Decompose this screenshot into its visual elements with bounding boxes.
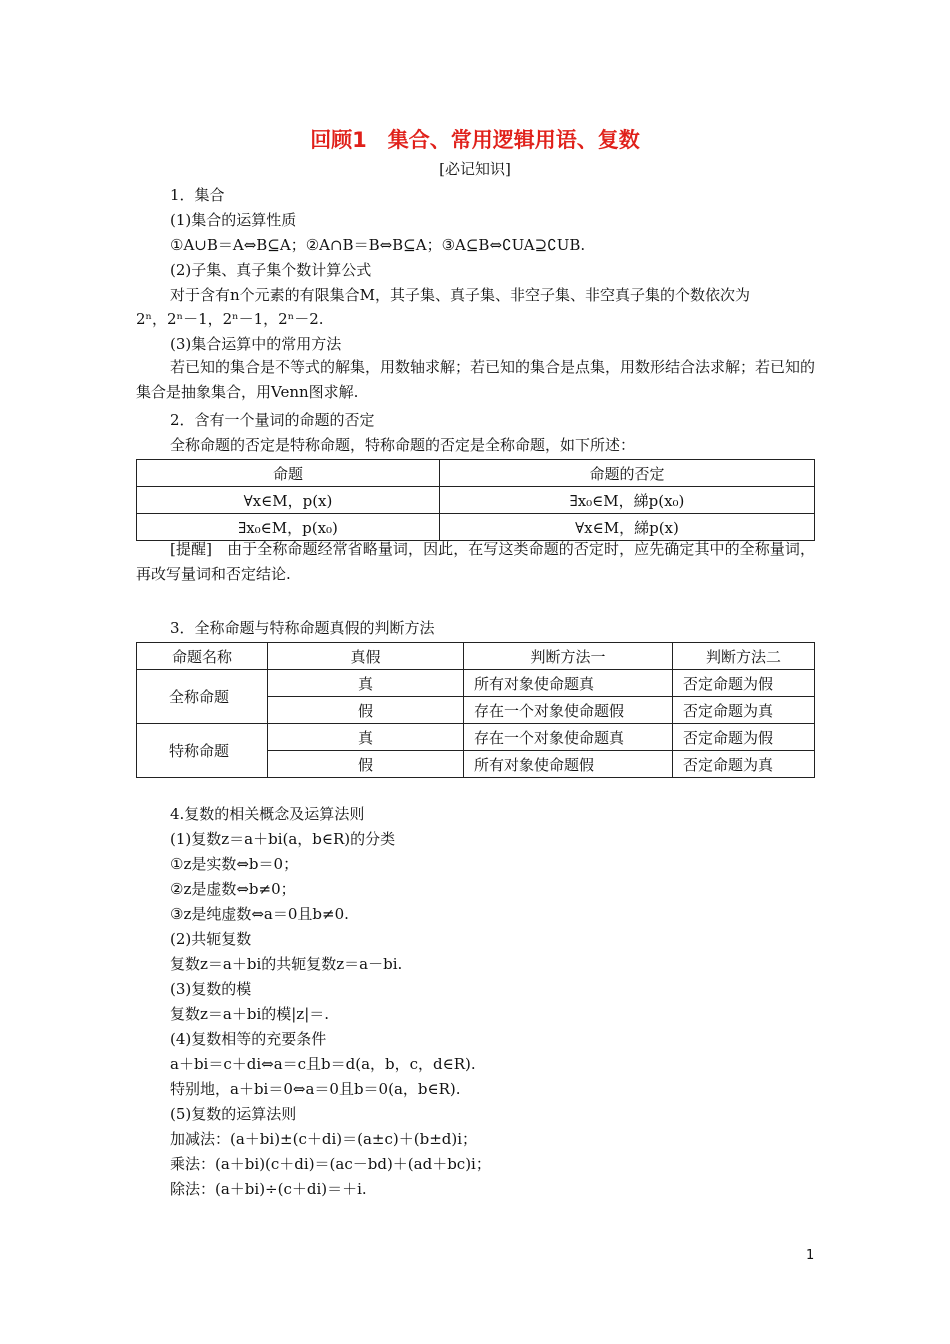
table-cell: 否定命题为真 — [673, 697, 815, 724]
table-cell: 否定命题为假 — [673, 670, 815, 697]
section-4-heading: 4.复数的相关概念及运算法则 — [170, 805, 365, 823]
table-header-cell: 命题的否定 — [440, 460, 815, 487]
table-header-cell: 命题 — [137, 460, 440, 487]
set-methods-body: 若已知的集合是不等式的解集，用数轴求解；若已知的集合是点集，用数形结合法求解；若已知的集合是抽象集合，用Venn图求解. — [136, 358, 816, 401]
section-2-intro: 全称命题的否定是特称命题，特称命题的否定是全称命题，如下所述： — [170, 436, 636, 454]
table-cell: ∃x₀∈M，綈p(x₀) — [440, 487, 815, 514]
table-header-cell: 命题名称 — [137, 643, 268, 670]
page-number: 1 — [806, 1248, 815, 1263]
complex-line: ②z是虚数⇔b≠0； — [170, 880, 296, 898]
table-cell: ∃x₀∈M，p(x₀) — [137, 514, 440, 541]
set-operations-body: ①A∪B＝A⇔B⊆A；②A∩B＝B⇔B⊆A；③A⊆B⇔∁UA⊇∁UB. — [170, 236, 586, 254]
negation-table — [136, 459, 815, 541]
table-group-name: 特称命题 — [137, 724, 268, 778]
table-cell: 假 — [268, 751, 464, 778]
table-row — [137, 487, 815, 514]
complex-line: 乘法：(a＋bi)(c＋di)＝(ac－bd)＋(ad＋bc)i； — [170, 1155, 491, 1173]
page-title: 回顾1 集合、常用逻辑用语、复数 — [310, 128, 640, 152]
complex-line: a＋bi＝c＋di⇔a＝c且b＝d(a，b，c，d∈R). — [170, 1055, 476, 1073]
table-cell: ∀x∈M，p(x) — [137, 487, 440, 514]
reminder-note: [提醒] 由于全称命题经常省略量词，因此，在写这类命题的否定时，应先确定其中的全称量词，再改写量词和否定结论. — [136, 540, 815, 583]
table-header-cell: 判断方法一 — [464, 643, 673, 670]
table-header-cell: 判断方法二 — [673, 643, 815, 670]
table-row — [137, 724, 815, 751]
complex-line: (4)复数相等的充要条件 — [170, 1030, 327, 1048]
section-2-heading: 2．含有一个量词的命题的否定 — [170, 411, 375, 429]
table-cell: ∀x∈M，綈p(x) — [440, 514, 815, 541]
subset-count-body-2: 2ⁿ，2ⁿ－1，2ⁿ－1，2ⁿ－2. — [136, 310, 324, 328]
section-1-heading: 1．集合 — [170, 186, 225, 204]
complex-line: (1)复数z＝a＋bi(a，b∈R)的分类 — [170, 830, 396, 848]
complex-line: ③z是纯虚数⇔a＝0且b≠0. — [170, 905, 349, 923]
complex-line: 加减法：(a＋bi)±(c＋di)＝(a±c)＋(b±d)i； — [170, 1130, 478, 1148]
section-3-heading: 3．全称命题与特称命题真假的判断方法 — [170, 619, 435, 637]
table-cell: 真 — [268, 670, 464, 697]
table-header-cell: 真假 — [268, 643, 464, 670]
subset-count-heading: (2)子集、真子集个数计算公式 — [170, 261, 372, 279]
table-cell: 假 — [268, 697, 464, 724]
complex-line: (5)复数的运算法则 — [170, 1105, 297, 1123]
complex-line: 复数z＝a＋bi的共轭复数z＝a－bi. — [170, 955, 403, 973]
table-cell: 存在一个对象使命题假 — [464, 697, 673, 724]
set-operations-heading: (1)集合的运算性质 — [170, 211, 297, 229]
table-cell: 否定命题为真 — [673, 751, 815, 778]
set-methods-heading: (3)集合运算中的常用方法 — [170, 335, 342, 353]
table-cell: 否定命题为假 — [673, 724, 815, 751]
subset-count-body-1: 对于含有n个元素的有限集合M，其子集、真子集、非空子集、非空真子集的个数依次为 — [170, 286, 751, 304]
complex-line: 特别地，a＋bi＝0⇔a＝0且b＝0(a，b∈R). — [170, 1080, 461, 1098]
complex-line: ①z是实数⇔b＝0； — [170, 855, 299, 873]
table-cell: 存在一个对象使命题真 — [464, 724, 673, 751]
table-cell: 所有对象使命题真 — [464, 670, 673, 697]
complex-line: (2)共轭复数 — [170, 930, 252, 948]
table-row — [137, 670, 815, 697]
page-subtitle: [必记知识] — [439, 160, 511, 178]
table-cell: 真 — [268, 724, 464, 751]
complex-line: (3)复数的模 — [170, 980, 252, 998]
table-header-row — [137, 643, 815, 670]
table-group-name: 全称命题 — [137, 670, 268, 724]
truth-judgment-table — [136, 642, 815, 778]
complex-line: 复数z＝a＋bi的模|z|＝. — [170, 1005, 330, 1023]
table-header-row — [137, 460, 815, 487]
table-cell: 所有对象使命题假 — [464, 751, 673, 778]
complex-line: 除法：(a＋bi)÷(c＋di)＝＋i. — [170, 1180, 367, 1198]
